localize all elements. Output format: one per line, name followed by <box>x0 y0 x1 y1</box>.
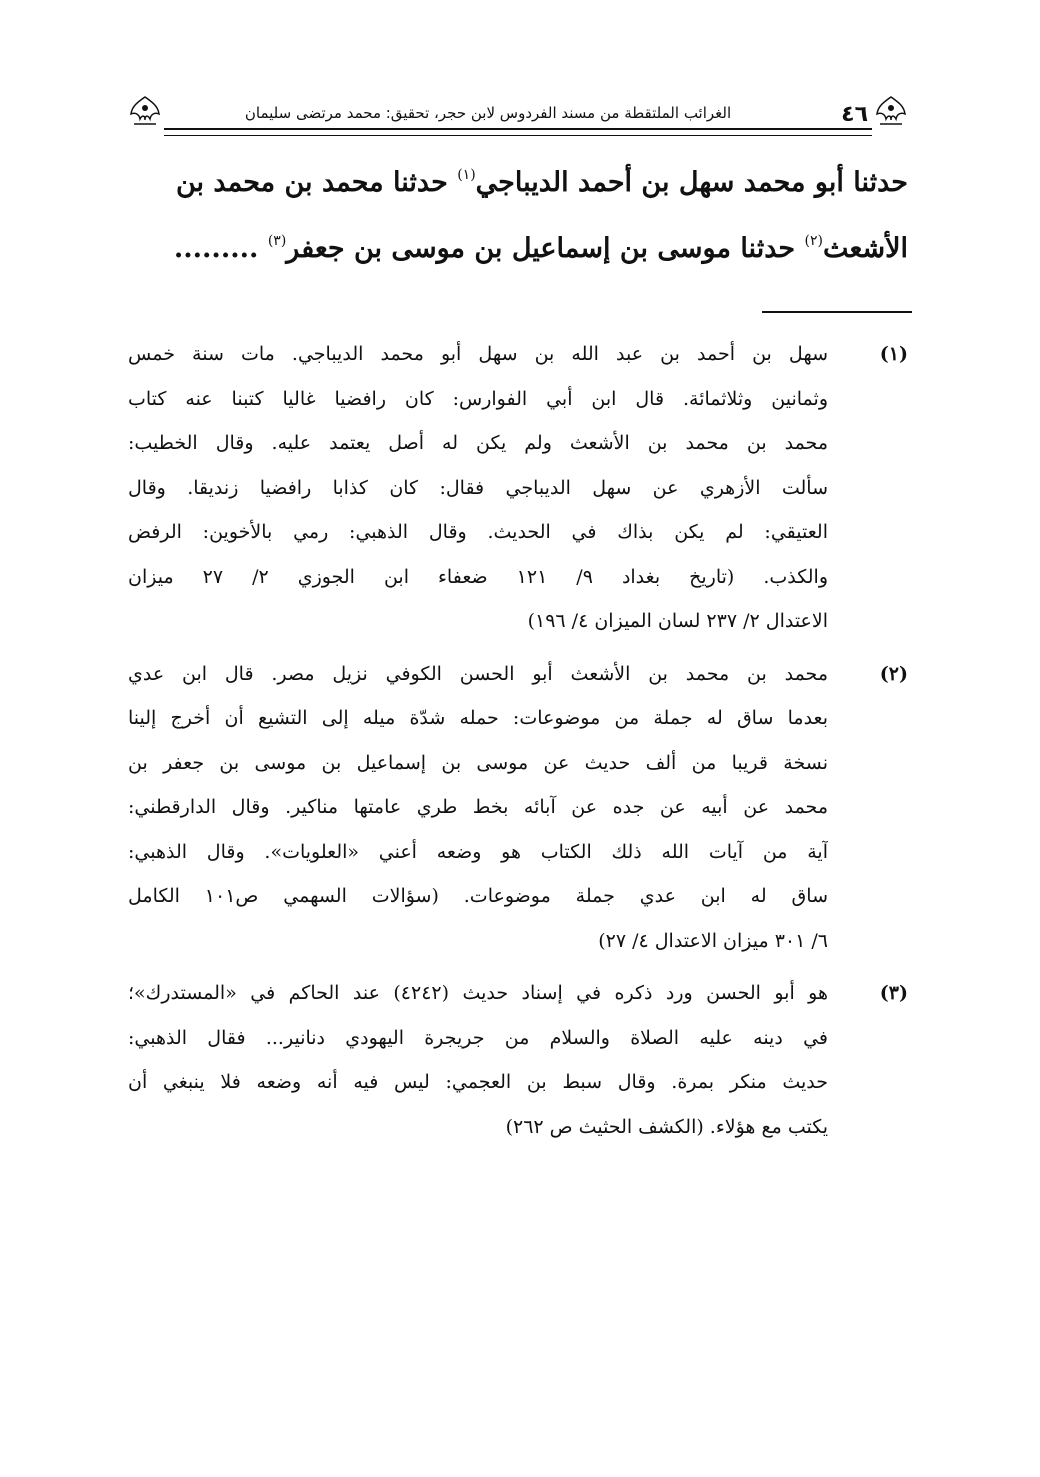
footnote-line: بعدما ساق له جملة من موضوعات: حمله شدّة ميله إلى التشيع أن أخرج إلينا <box>128 707 828 729</box>
footnote-line: محمد بن محمد بن الأشعث أبو الحسن الكوفي نزيل مصر. قال ابن عدي <box>128 662 828 685</box>
main-line <box>128 150 908 216</box>
main-text-segment: حدثنا موسى بن إسماعيل بن موسى بن جعفر <box>286 233 805 264</box>
footnote-line: والكذب. (تاريخ بغداد ٩/ ١٢١ ضعفاء ابن الجوزي ٢/ ٢٧ ميزان <box>128 565 828 588</box>
footnote-ref: (٢) <box>804 233 823 249</box>
footnote <box>128 971 908 1149</box>
footnote-line: ٦/ ٣٠١ ميزان الاعتدال ٤/ ٢٧) <box>598 929 828 952</box>
footnote-number: (١) <box>879 343 908 365</box>
main-text <box>128 150 908 282</box>
main-text-segment: الأشعث <box>822 233 908 264</box>
footnote-line: في دينه عليه الصلاة والسلام من جريجرة اليهودي دنانير... فقال الذهبي: <box>128 1026 828 1049</box>
footnote-line: الاعتدال ٢/ ٢٣٧ لسان الميزان ٤/ ١٩٦) <box>527 610 828 632</box>
footnote-line: سألت الأزهري عن سهل الديباجي فقال: كان كذابا رافضيا زنديقا. وقال <box>128 476 828 499</box>
header-rule <box>164 128 872 136</box>
running-title: الغرائب الملتقطة من مسند الفردوس لابن حجر، تحقيق: محمد مرتضى سليمان <box>244 104 732 122</box>
footnote-line: محمد عن أبيه عن جده عن آبائه بخط طري عامتها مناكير. وقال الدارقطني: <box>128 796 828 818</box>
footnote <box>128 332 908 644</box>
arabesque-ornament-icon <box>874 94 908 128</box>
footnote-line: آية من آيات الله ذلك الكتاب هو وضعه أعني «العلويات». وقال الذهبي: <box>128 840 828 863</box>
footnote-ref: (٣) <box>267 233 287 249</box>
footnote-line: وثمانين وثلاثمائة. قال ابن أبي الفوارس: كان رافضيا غاليا كتبنا عنه كتاب <box>128 387 828 410</box>
arabesque-ornament-icon <box>128 94 162 128</box>
footnote-separator <box>762 311 912 313</box>
footnote <box>128 652 908 964</box>
main-text-segment: ......... <box>173 233 268 264</box>
page-number: ٤٦ <box>841 102 868 127</box>
footnote-line: ساق له ابن عدي جملة موضوعات. (سؤالات السهمي ص١٠١ الكامل <box>128 885 828 907</box>
footnote-number: (٣) <box>879 982 908 1004</box>
footnotes <box>128 332 908 1157</box>
main-text-segment: حدثنا محمد بن محمد بن <box>175 167 458 198</box>
footnote-line: محمد بن محمد بن الأشعث ولم يكن له أصل يعتمد عليه. وقال الخطيب: <box>128 432 828 454</box>
footnote-ref: (١) <box>457 167 476 183</box>
footnote-line: نسخة قريبا من ألف حديث عن موسى بن إسماعيل بن موسى بن جعفر بن <box>128 751 828 774</box>
running-header <box>128 92 908 140</box>
main-line <box>128 216 908 282</box>
footnote-line: العتيقي: لم يكن بذاك في الحديث. وقال الذهبي: رمي بالأخوين: الرفض <box>128 521 828 543</box>
main-text-segment: حدثنا أبو محمد سهل بن أحمد الديباجي <box>475 167 908 198</box>
footnote-line: هو أبو الحسن ورد ذكره في إسناد حديث (٤٢٤٢) عند الحاكم في «المستدرك»؛ <box>128 982 828 1004</box>
footnote-line: يكتب مع هؤلاء. (الكشف الحثيث ص ٢٦٢) <box>505 1115 828 1138</box>
footnote-number: (٢) <box>879 662 908 685</box>
footnote-line: حديث منكر بمرة. وقال سبط بن العجمي: ليس فيه أنه وضعه فلا ينبغي أن <box>128 1071 828 1093</box>
footnote-line: سهل بن أحمد بن عبد الله بن سهل أبو محمد الديباجي. مات سنة خمس <box>128 343 828 365</box>
